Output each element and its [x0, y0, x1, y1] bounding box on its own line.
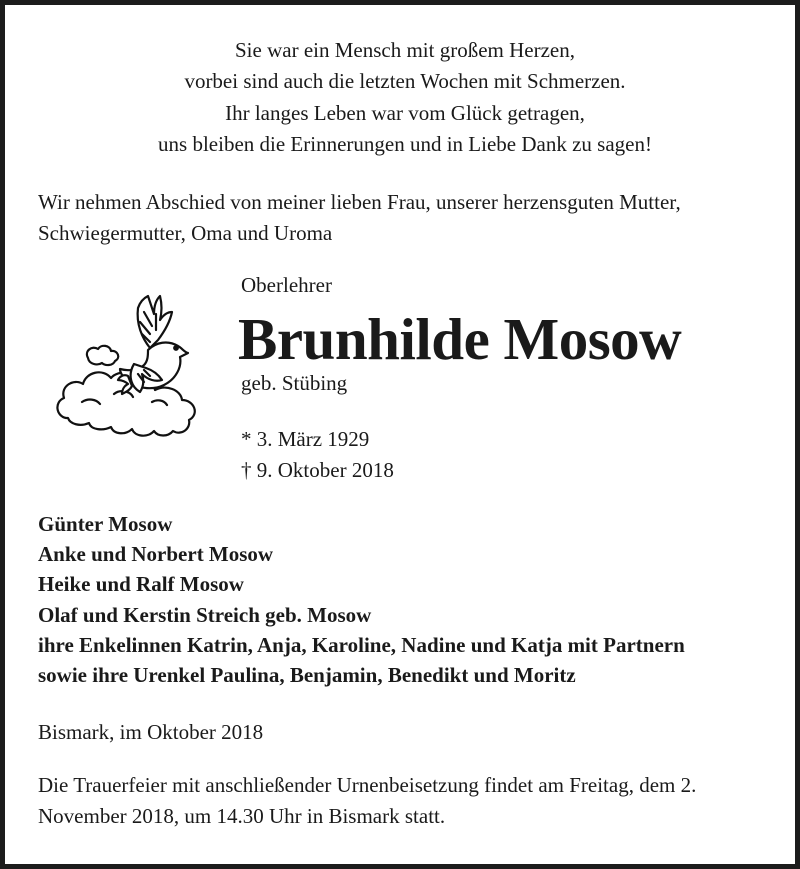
dove-on-cloud-icon — [52, 290, 218, 440]
poem — [5, 35, 800, 160]
mourner-line: Günter Mosow — [38, 512, 173, 536]
mourner-line: Anke und Norbert Mosow — [38, 542, 274, 567]
mourner-line: sowie ihre Urenkel Paulina, Benjamin, Benedikt und Moritz — [38, 663, 576, 688]
farewell-intro: Wir nehmen Abschied von meiner lieben Frau, unserer herzensguten Mutter, Schwiegermutter, Oma und Uroma — [38, 190, 681, 245]
funeral-notice: Die Trauerfeier mit anschließender Urnenbeisetzung findet am Freitag, dem 2. November 2018, um 14.30 Uhr in Bismark statt. — [38, 773, 697, 828]
place-date: Bismark, im Oktober 2018 — [38, 720, 264, 744]
death-date: † 9. Oktober 2018 — [241, 458, 394, 482]
birth-name: geb. Stübing — [241, 371, 348, 395]
mourner-line: Olaf und Kerstin Streich geb. Mosow — [38, 602, 372, 627]
deceased-name: Brunhilde Mosow — [238, 306, 682, 372]
poem-line: uns bleiben die Erinnerungen und in Liebe Dank zu sagen! — [158, 131, 652, 156]
mourners-list — [38, 509, 788, 690]
mourner-line: ihre Enkelinnen Katrin, Anja, Karoline, Nadine und Katja mit Partnern — [38, 632, 685, 657]
deceased-title: Oberlehrer — [241, 273, 332, 297]
poem-line: Ihr langes Leben war vom Glück getragen, — [225, 100, 585, 125]
poem-line: vorbei sind auch die letzten Wochen mit Schmerzen. — [184, 69, 626, 94]
mourner-line: Heike und Ralf Mosow — [38, 572, 244, 597]
birth-date: * 3. März 1929 — [241, 427, 370, 451]
poem-line: Sie war ein Mensch mit großem Herzen, — [235, 38, 575, 62]
